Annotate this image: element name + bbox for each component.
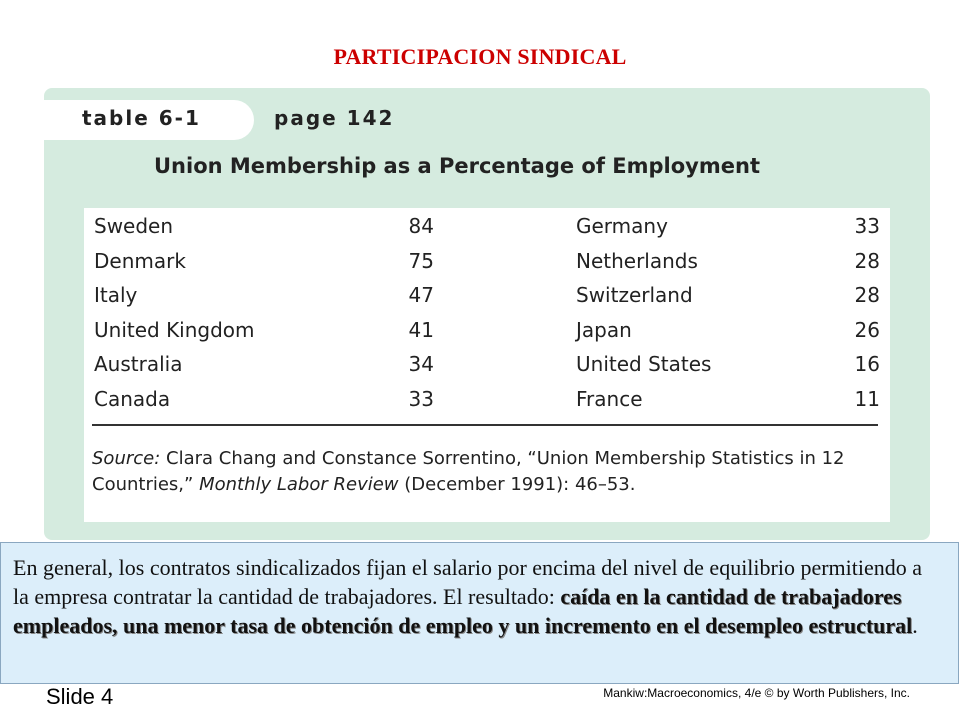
- country-name: Netherlands: [576, 248, 698, 273]
- country-name: Switzerland: [576, 283, 693, 307]
- table-row: [84, 249, 890, 283]
- table-row: [84, 352, 890, 386]
- table-title: Union Membership as a Percentage of Employment: [154, 154, 760, 178]
- source-label: Source:: [92, 448, 161, 469]
- membership-value: 33: [408, 386, 434, 411]
- note-plain: En general, los contratos sindicalizados fijan el salario por encima del nivel de equilibrio permitiendo a la empresa contratar la cantidad de trabajadores. El resultado:: [13, 555, 923, 609]
- note-emphasis: caída en la cantidad de trabajadores empleados, una menor tasa de obtención de empleo y un incremento en el desempleo estructural: [13, 584, 913, 638]
- table-number-label: table 6-1: [82, 106, 201, 130]
- membership-value: 28: [854, 283, 880, 307]
- note-tail: .: [912, 613, 918, 638]
- table-row: [84, 387, 890, 421]
- country-name: France: [576, 386, 643, 411]
- table-divider: [92, 424, 878, 426]
- country-name: Germany: [576, 214, 668, 238]
- slide-number: Slide 4: [46, 684, 114, 709]
- table-row: [84, 283, 890, 317]
- membership-value: 41: [408, 317, 434, 342]
- table-row: [84, 214, 890, 248]
- table-tab: [44, 100, 254, 140]
- membership-value: 75: [408, 248, 434, 273]
- membership-value: 28: [854, 248, 880, 273]
- country-name: Sweden: [94, 214, 174, 238]
- membership-value: 47: [408, 283, 434, 307]
- country-name: Italy: [94, 283, 138, 307]
- source-journal: Monthly Labor Review: [199, 474, 399, 495]
- membership-value: 34: [408, 352, 434, 376]
- table-source: [92, 446, 878, 498]
- country-name: United States: [576, 352, 712, 376]
- membership-value: 33: [854, 214, 880, 238]
- note-box: [0, 542, 959, 684]
- membership-value: 11: [854, 386, 880, 411]
- publisher-credit: Mankiw:Macroeconomics, 4/e © by Worth Publishers, Inc.: [603, 686, 910, 700]
- table-panel: [44, 88, 930, 540]
- source-text: Clara Chang and Constance Sorrentino, “Union Membership Statistics in 12 Countries,”: [92, 448, 845, 495]
- source-tail: (December 1991): 46–53.: [398, 474, 636, 495]
- page-reference: page 142: [274, 106, 395, 130]
- note-text: [13, 553, 943, 640]
- membership-value: 16: [854, 352, 880, 376]
- membership-value: 84: [408, 214, 434, 238]
- membership-value: 26: [854, 317, 880, 342]
- country-name: Canada: [94, 386, 171, 411]
- slide-title: PARTICIPACION SINDICAL: [333, 44, 627, 69]
- country-name: Japan: [576, 317, 632, 342]
- country-name: Australia: [94, 352, 183, 376]
- table-row: [84, 318, 890, 352]
- country-name: Denmark: [94, 248, 186, 273]
- country-name: United Kingdom: [94, 317, 255, 342]
- data-table: [84, 208, 890, 522]
